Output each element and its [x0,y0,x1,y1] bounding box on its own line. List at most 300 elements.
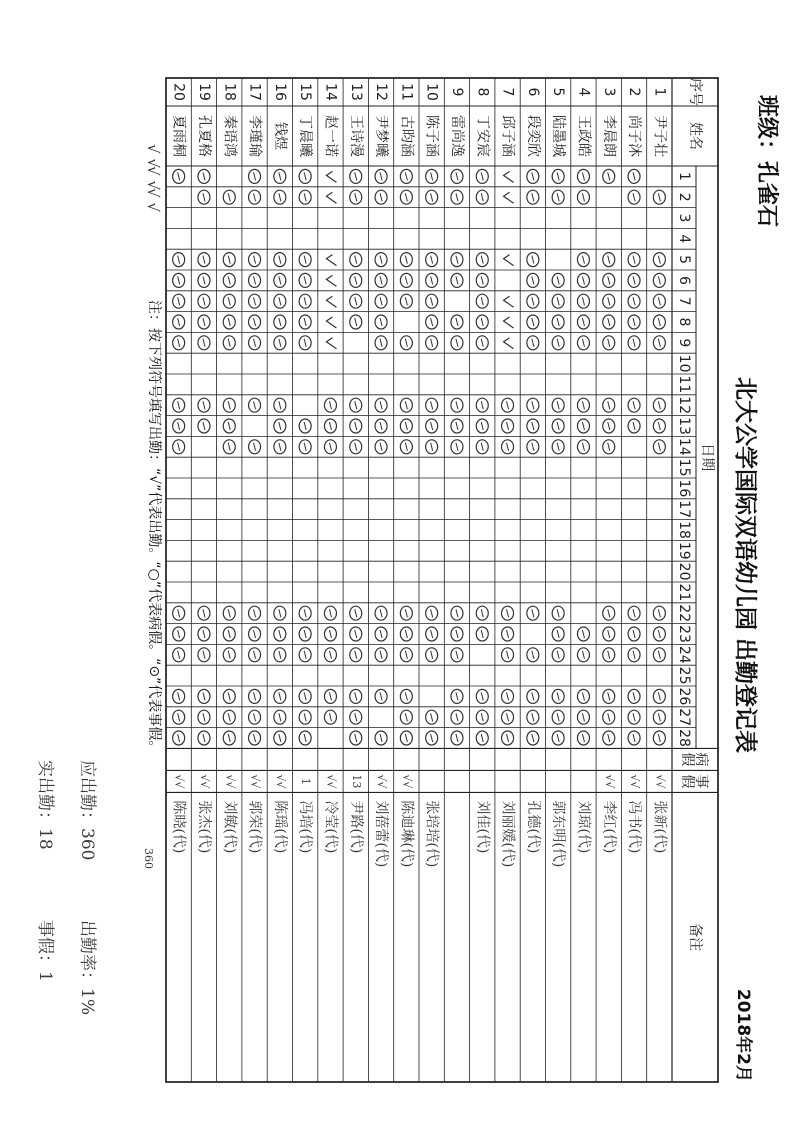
personal-leave-total: 事假：1 [35,920,55,982]
attendance-mark-stroke [178,256,180,264]
side-number: 360 [142,848,155,869]
attendance-mark-stroke [582,401,584,409]
attendance-mark-stroke [658,692,660,700]
day-header: 13 [676,417,692,435]
attendance-mark-stroke [557,651,559,659]
attendance-mark-stroke [481,692,483,700]
student-remark: 冯培(代) [297,800,314,854]
day-header: 20 [676,562,692,581]
attendance-mark-stroke [304,713,306,721]
attendance-mark-stroke [557,339,559,347]
attendance-mark-stroke [304,422,306,430]
attendance-mark-stroke [329,609,331,617]
student-remark: 刘敏(代) [221,800,238,854]
attendance-mark-stroke [633,734,635,742]
attendance-mark-stroke [279,193,281,201]
day-header: 18 [676,521,692,539]
present-check-mark [504,317,514,328]
student-remark: 冯书(代) [626,800,643,854]
extra-check-marks: √ √ [144,188,162,212]
attendance-mark-stroke [633,256,635,264]
attendance-mark-stroke [633,318,635,326]
present-check-mark [326,171,336,182]
attendance-mark-stroke [608,297,610,305]
day-header: 23 [676,625,692,643]
student-name: 古昀涵 [398,115,415,157]
attendance-mark-stroke [532,609,534,617]
student-number: 13 [347,83,364,101]
day-header: 9 [676,338,692,348]
attendance-mark-stroke [279,651,281,659]
attendance-mark-stroke [481,609,483,617]
attendance-mark-stroke [405,256,407,264]
day-header: 15 [676,458,692,477]
day-header: 25 [676,666,692,685]
attendance-mark-stroke [355,401,357,409]
attendance-mark-stroke [203,734,205,742]
attendance-mark-stroke [254,276,256,284]
attendance-mark-stroke [178,630,180,638]
attendance-mark-stroke [405,651,407,659]
attendance-mark-stroke [557,318,559,326]
attendance-mark-stroke [228,276,230,284]
attendance-mark-stroke [329,651,331,659]
attendance-mark-stroke [481,443,483,451]
day-header: 2 [676,192,692,202]
attendance-mark-stroke [658,443,660,451]
attendance-mark-stroke [633,401,635,409]
attendance-mark-stroke [633,651,635,659]
attendance-mark-stroke [228,630,230,638]
actual-attendance: 实出勤：18 [35,760,55,850]
attendance-mark-stroke [658,630,660,638]
student-name: 邱子涵 [499,115,516,157]
attendance-mark-stroke [456,734,458,742]
attendance-mark-stroke [203,422,205,430]
student-number: 6 [524,87,541,97]
header-personal-2: 假 [679,774,695,789]
attendance-mark-stroke [633,692,635,700]
attendance-mark-stroke [254,443,256,451]
student-number: 15 [297,83,314,101]
attendance-mark-stroke [456,422,458,430]
attendance-mark-stroke [456,318,458,326]
header-seq: 序号 [687,78,703,106]
attendance-mark-stroke [633,609,635,617]
attendance-mark-stroke [431,401,433,409]
attendance-mark-stroke [405,609,407,617]
attendance-mark-stroke [254,692,256,700]
attendance-mark-stroke [557,630,559,638]
attendance-mark-stroke [658,401,660,409]
attendance-mark-stroke [254,630,256,638]
header-name: 姓名 [687,122,703,150]
student-remark: 张杰(代) [195,800,212,854]
day-header: 11 [676,375,692,394]
attendance-mark-stroke [582,713,584,721]
attendance-mark-stroke [228,256,230,264]
student-name: 雷尚逸 [448,115,465,157]
present-check-mark [504,338,514,349]
attendance-mark-stroke [557,692,559,700]
attendance-mark-stroke [481,256,483,264]
attendance-mark-stroke [557,422,559,430]
attendance-mark-stroke [405,172,407,180]
attendance-mark-stroke [380,443,382,451]
attendance-mark-stroke [203,401,205,409]
student-number: 4 [575,87,592,97]
attendance-mark-stroke [355,256,357,264]
attendance-mark-stroke [507,651,509,659]
attendance-mark-stroke [203,609,205,617]
day-header: 3 [676,213,692,223]
attendance-mark-stroke [507,630,509,638]
attendance-mark-stroke [633,713,635,721]
student-name: 钱煜 [271,122,288,150]
attendance-mark-stroke [456,172,458,180]
attendance-mark-stroke [456,443,458,451]
attendance-mark-stroke [355,276,357,284]
attendance-mark-stroke [380,692,382,700]
attendance-mark-stroke [380,651,382,659]
attendance-mark-stroke [279,401,281,409]
student-name: 尹子壮 [651,115,668,157]
attendance-mark-stroke [254,401,256,409]
attendance-mark-stroke [380,609,382,617]
day-header: 21 [676,583,692,602]
attendance-mark-stroke [532,339,534,347]
attendance-mark-stroke [507,401,509,409]
attendance-mark-stroke [431,630,433,638]
student-remark: 张新(代) [651,800,668,854]
student-name: 王诗漫 [347,115,364,157]
attendance-mark-stroke [431,256,433,264]
attendance-mark-stroke [178,276,180,284]
student-number: 16 [271,83,288,101]
attendance-mark-stroke [658,713,660,721]
attendance-mark-stroke [355,734,357,742]
student-name: 赵一诺 [322,115,339,157]
student-remark: 冷莹(代) [322,800,339,854]
day-header: 4 [676,234,692,244]
attendance-mark-stroke [582,630,584,638]
student-number: 17 [246,83,263,101]
attendance-mark-stroke [633,297,635,305]
present-check-mark [326,338,336,349]
attendance-mark-stroke [355,193,357,201]
attendance-mark-stroke [329,401,331,409]
header-remarks: 备注 [687,923,703,952]
attendance-mark-stroke [405,297,407,305]
attendance-mark-stroke [532,713,534,721]
personal-leave-count: √√ [324,774,338,789]
instruction-note: 注：按下列符号填写出勤：“√”代表出勤。“○”代表病假。“⊙”代表事假。 [146,300,162,755]
day-header: 1 [676,171,692,181]
attendance-mark-stroke [178,443,180,451]
attendance-mark-stroke [304,609,306,617]
student-name: 段奕欣 [524,115,541,157]
student-name: 尚子沐 [626,115,643,157]
month-label: 2018年2月 [733,988,753,1082]
attendance-mark-stroke [203,256,205,264]
student-name: 陆墨城 [550,115,567,157]
attendance-mark-stroke [481,734,483,742]
attendance-mark-stroke [405,422,407,430]
attendance-mark-stroke [582,256,584,264]
attendance-mark-stroke [355,630,357,638]
attendance-mark-stroke [304,339,306,347]
attendance-mark-stroke [608,443,610,451]
attendance-mark-stroke [431,443,433,451]
attendance-mark-stroke [481,193,483,201]
attendance-mark-stroke [178,422,180,430]
attendance-mark-stroke [304,318,306,326]
header-personal-1: 事 [693,774,709,789]
attendance-mark-stroke [405,692,407,700]
attendance-mark-stroke [279,422,281,430]
attendance-mark-stroke [279,318,281,326]
attendance-mark-stroke [608,339,610,347]
present-check-mark [504,296,514,307]
attendance-mark-stroke [254,256,256,264]
attendance-mark-stroke [658,297,660,305]
attendance-mark-stroke [329,713,331,721]
personal-leave-count: √√ [602,774,616,789]
student-number: 1 [651,87,668,97]
day-header: 7 [676,296,692,306]
day-header: 19 [676,541,692,560]
attendance-mark-stroke [481,339,483,347]
student-name: 李晨朗 [600,115,617,157]
attendance-mark-stroke [380,276,382,284]
attendance-mark-stroke [203,297,205,305]
student-number: 18 [221,83,238,101]
attendance-mark-stroke [481,401,483,409]
student-name: 丁安宸 [474,115,491,157]
day-header: 22 [676,604,692,623]
attendance-mark-stroke [608,422,610,430]
attendance-mark-stroke [582,422,584,430]
attendance-mark-stroke [608,609,610,617]
attendance-mark-stroke [228,713,230,721]
student-remark: 孔德(代) [524,800,541,854]
student-name: 丁晨曦 [297,115,314,157]
attendance-mark-stroke [658,422,660,430]
attendance-mark-stroke [203,318,205,326]
attendance-mark-stroke [582,339,584,347]
attendance-mark-stroke [532,318,534,326]
attendance-mark-stroke [532,422,534,430]
student-number: 8 [474,87,491,97]
attendance-mark-stroke [380,422,382,430]
attendance-mark-stroke [405,713,407,721]
personal-leave-count: √√ [628,774,642,789]
attendance-mark-stroke [481,172,483,180]
attendance-mark-stroke [380,297,382,305]
attendance-mark-stroke [405,401,407,409]
attendance-mark-stroke [279,692,281,700]
attendance-mark-stroke [178,692,180,700]
student-name: 王政皓 [575,115,592,157]
attendance-mark-stroke [557,734,559,742]
present-check-mark [326,275,336,286]
student-remark: 郭荣(代) [246,800,263,854]
attendance-mark-stroke [254,651,256,659]
attendance-mark-stroke [355,651,357,659]
attendance-mark-stroke [329,443,331,451]
attendance-mark-stroke [405,734,407,742]
student-number: 20 [170,83,187,101]
student-number: 7 [499,87,516,97]
attendance-mark-stroke [228,422,230,430]
attendance-mark-stroke [507,734,509,742]
attendance-mark-stroke [633,276,635,284]
attendance-mark-stroke [608,734,610,742]
attendance-mark-stroke [658,318,660,326]
student-number: 12 [373,83,390,101]
attendance-mark-stroke [431,193,433,201]
attendance-mark-stroke [178,734,180,742]
attendance-mark-stroke [507,443,509,451]
attendance-mark-stroke [228,734,230,742]
day-header: 24 [676,645,692,664]
attendance-mark-stroke [532,651,534,659]
attendance-mark-stroke [405,339,407,347]
header-sick-2: 假 [679,752,695,767]
day-header: 26 [676,687,692,706]
day-header: 12 [676,396,692,415]
attendance-mark-stroke [532,443,534,451]
attendance-mark-stroke [228,339,230,347]
day-header: 28 [676,729,692,747]
attendance-mark-stroke [582,443,584,451]
student-name: 李瑾瑜 [246,115,263,157]
attendance-mark-stroke [532,692,534,700]
attendance-mark-stroke [380,193,382,201]
attendance-mark-stroke [658,609,660,617]
attendance-mark-stroke [254,297,256,305]
attendance-mark-stroke [355,297,357,305]
personal-leave-count: 1 [299,777,313,785]
attendance-mark-stroke [279,443,281,451]
attendance-mark-stroke [380,172,382,180]
day-header: 6 [676,275,692,285]
attendance-mark-stroke [557,193,559,201]
attendance-mark-stroke [304,734,306,742]
attendance-mark-stroke [431,318,433,326]
extra-check-marks: √ √ [144,144,162,168]
student-number: 9 [448,87,465,97]
attendance-mark-stroke [254,318,256,326]
student-name: 秦语鸿 [221,115,238,157]
attendance-mark-stroke [658,276,660,284]
attendance-mark-stroke [304,630,306,638]
attendance-mark-stroke [355,318,357,326]
attendance-mark-stroke [228,692,230,700]
attendance-mark-stroke [532,297,534,305]
student-remark: 刘丽媛(代) [499,800,516,868]
student-remark: 刘蓓蕾(代) [373,800,390,868]
student-remark: 李红(代) [600,800,617,854]
attendance-mark-stroke [203,339,205,347]
personal-leave-count: √√ [273,774,287,789]
attendance-mark-stroke [203,193,205,201]
attendance-mark-stroke [178,339,180,347]
attendance-mark-stroke [582,651,584,659]
attendance-mark-stroke [228,318,230,326]
day-header: 27 [676,708,692,727]
attendance-mark-stroke [254,172,256,180]
attendance-mark-stroke [329,692,331,700]
attendance-mark-stroke [203,276,205,284]
attendance-mark-stroke [658,734,660,742]
personal-leave-count: √√ [400,774,414,789]
attendance-mark-stroke [608,256,610,264]
attendance-mark-stroke [582,297,584,305]
student-name: 尹梦曦 [373,115,390,157]
student-name: 陈子涵 [423,115,440,157]
attendance-mark-stroke [608,692,610,700]
attendance-mark-stroke [582,692,584,700]
attendance-mark-stroke [178,713,180,721]
attendance-mark-stroke [658,256,660,264]
present-check-mark [326,255,336,266]
attendance-mark-stroke [203,692,205,700]
attendance-mark-stroke [633,630,635,638]
attendance-mark-stroke [279,630,281,638]
personal-leave-count: √√ [375,774,389,789]
attendance-mark-stroke [431,297,433,305]
attendance-mark-stroke [582,276,584,284]
attendance-mark-stroke [557,276,559,284]
attendance-mark-stroke [203,713,205,721]
attendance-mark-stroke [633,339,635,347]
attendance-mark-stroke [228,193,230,201]
attendance-mark-stroke [532,256,534,264]
class-label: 班级：孔雀石 [754,95,779,228]
attendance-mark-stroke [532,276,534,284]
attendance-mark-stroke [304,193,306,201]
attendance-mark-stroke [481,318,483,326]
student-name: 夏雨桐 [170,115,187,157]
attendance-mark-stroke [380,339,382,347]
attendance-mark-stroke [456,276,458,284]
attendance-mark-stroke [178,318,180,326]
student-number: 14 [322,83,339,101]
attendance-mark-stroke [203,630,205,638]
attendance-mark-stroke [557,172,559,180]
present-check-mark [326,317,336,328]
attendance-mark-stroke [254,734,256,742]
attendance-mark-stroke [608,401,610,409]
student-remark: 郭东明(代) [550,800,567,868]
attendance-mark-stroke [329,422,331,430]
attendance-mark-stroke [304,692,306,700]
attendance-mark-stroke [532,734,534,742]
attendance-mark-stroke [254,339,256,347]
attendance-mark-stroke [178,172,180,180]
attendance-mark-stroke [557,443,559,451]
day-header: 14 [676,437,692,456]
attendance-mark-stroke [608,172,610,180]
student-number: 5 [550,87,567,97]
attendance-mark-stroke [608,651,610,659]
attendance-mark-stroke [456,630,458,638]
attendance-mark-stroke [279,609,281,617]
attendance-mark-stroke [431,422,433,430]
due-attendance: 应出勤：360 [77,760,97,861]
attendance-mark-stroke [279,276,281,284]
